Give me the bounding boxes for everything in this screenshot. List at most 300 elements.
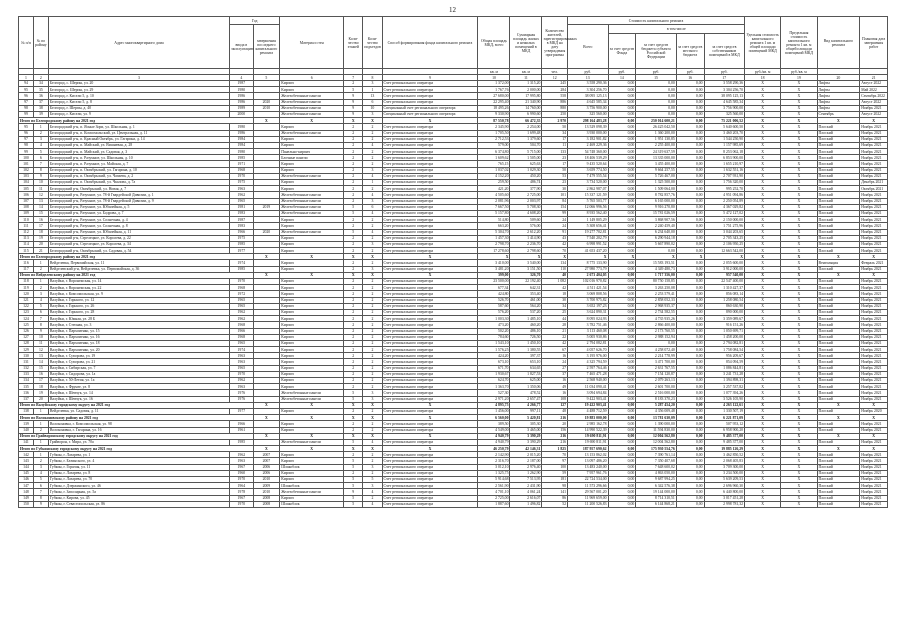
- table-cell: 22 192,40: [510, 279, 542, 285]
- table-cell: 0,00: [676, 260, 704, 266]
- table-cell: 0,00: [608, 235, 636, 241]
- table-cell: 4 511 421,54: [568, 285, 609, 291]
- table-cell: 5: [363, 477, 382, 483]
- summary-cell: 250 014 600,21: [636, 118, 677, 124]
- table-cell: 587,60: [478, 303, 510, 309]
- table-cell: 15: [33, 210, 48, 216]
- table-cell: 7 350 407,68: [636, 458, 677, 464]
- table-cell: X: [781, 359, 817, 365]
- table-cell: 18: [542, 291, 568, 297]
- summary-cell: X: [860, 402, 888, 408]
- table-cell: Кирпич: [280, 470, 344, 476]
- table-cell: Белгородский р-н, Разумное, ул. Юбилейная, д. 11: [48, 229, 229, 235]
- table-cell: Ноябрь 2021: [860, 210, 888, 216]
- summary-cell: X: [817, 272, 860, 278]
- table-cell: 527,30: [478, 390, 510, 396]
- table-cell: Ноябрь 2021: [860, 204, 888, 210]
- table-cell: X: [781, 155, 817, 161]
- summary-cell: X: [781, 402, 817, 408]
- table-cell: 3 540,00: [510, 260, 542, 266]
- table-cell: Счет регионального оператора: [382, 501, 478, 507]
- table-cell: 0,00: [608, 248, 636, 254]
- table-cell: Валуйки, г. Суворова, ул. 19: [48, 353, 229, 359]
- table-cell: Шлакоблок: [280, 464, 344, 470]
- table-cell: Кирпич: [280, 353, 344, 359]
- summary-cell: 399,00: [478, 272, 510, 278]
- table-cell: 2: [363, 136, 382, 142]
- page-number: 12: [449, 6, 456, 14]
- table-cell: 2 968 935,37: [636, 303, 677, 309]
- table-cell: 0,00: [676, 297, 704, 303]
- table-cell: Кирпич: [280, 87, 344, 93]
- table-cell: 16: [33, 371, 48, 377]
- column-number: 3: [48, 75, 229, 81]
- table-cell: X: [745, 142, 781, 148]
- table-cell: 1 315,20: [510, 81, 542, 87]
- table-cell: Счет регионального оператора: [382, 229, 478, 235]
- table-cell: Белгородский р-н, Разумное, ул. 78-й Гвардейской Дивизии, д. 9: [48, 198, 229, 204]
- summary-cell: X: [781, 446, 817, 452]
- table-cell: 0,00: [676, 167, 704, 173]
- column-number: 18: [745, 75, 781, 81]
- table-cell: Ноябрь 2021: [860, 198, 888, 204]
- table-cell: 19 690 811,91: [568, 439, 609, 445]
- unit-m2: кв. м: [510, 69, 542, 75]
- table-cell: 122: [19, 303, 34, 309]
- table-cell: 8: [33, 322, 48, 328]
- table-cell: 150: [19, 501, 34, 507]
- table-cell: 0,00: [676, 477, 704, 483]
- table-cell: 4 608,20: [510, 210, 542, 216]
- table-cell: X: [745, 303, 781, 309]
- table-cell: 22 724 534,00: [568, 477, 609, 483]
- table-cell: Ноябрь 2021: [860, 353, 888, 359]
- table-cell: 2: [344, 297, 363, 303]
- table-cell: X: [781, 241, 817, 247]
- table-cell: 2: [363, 365, 382, 371]
- table-cell: 1968: [230, 285, 253, 291]
- table-cell: Белгород, г. Кисели 5, д. 8: [48, 99, 229, 105]
- table-cell: 0,00: [608, 161, 636, 167]
- unit-rub: руб.: [636, 69, 677, 75]
- table-cell: 1962: [230, 452, 253, 458]
- table-cell: 99: [19, 111, 34, 117]
- table-cell: X: [781, 99, 817, 105]
- table-cell: 4: [363, 142, 382, 148]
- table-cell: Специальный счет регионального оператора: [382, 111, 478, 117]
- table-cell: 134: [542, 260, 568, 266]
- table-cell: 106: [19, 192, 34, 198]
- table-cell: 1 509 064,00: [636, 186, 677, 192]
- table-cell: Валуйки, г. Пархоменко, ул. 15: [48, 328, 229, 334]
- table-cell: Валуйки, г. Шевчук, ул. 16: [48, 396, 229, 402]
- table-cell: 2: [33, 458, 48, 464]
- table-cell: Валуйки, г. Сидорова, ул. 1а: [48, 371, 229, 377]
- table-cell: 504,70: [510, 142, 542, 148]
- summary-cell: X: [745, 272, 781, 278]
- table-cell: Шлакоблок: [280, 483, 344, 489]
- table-cell: 2 187,00: [510, 458, 542, 464]
- table-cell: 1970: [230, 279, 253, 285]
- table-cell: 2 734 582,55: [636, 309, 677, 315]
- table-cell: 2: [344, 347, 363, 353]
- table-cell: 4 863 050,00: [636, 470, 677, 476]
- table-cell: Ноябрь 2021: [860, 155, 888, 161]
- table-cell: 9: [344, 111, 363, 117]
- table-cell: 9: [344, 99, 363, 105]
- table-cell: 0,00: [676, 149, 704, 155]
- table-cell: Плоский: [817, 390, 860, 396]
- table-cell: 1 390 000,00: [636, 421, 677, 427]
- table-cell: 2: [344, 452, 363, 458]
- summary-cell: 19 885 126,29: [704, 446, 745, 452]
- table-cell: 1 496,82: [510, 501, 542, 507]
- table-cell: Август 2022: [860, 111, 888, 117]
- table-cell: Ноябрь 2021: [860, 470, 888, 476]
- summary-cell: 957 540,00: [704, 272, 745, 278]
- table-cell: 19 144 000,00: [636, 489, 677, 495]
- table-cell: Ноябрь 2021: [860, 291, 888, 297]
- summary-cell: X: [781, 433, 817, 439]
- table-cell: 34: [33, 81, 48, 87]
- table-cell: 1 325,75: [478, 470, 510, 476]
- table-cell: Плоский: [817, 322, 860, 328]
- table-cell: X: [781, 167, 817, 173]
- table-cell: 3: [363, 483, 382, 489]
- summary-cell: 4 940,79: [478, 433, 510, 439]
- table-cell: X: [745, 501, 781, 507]
- table-cell: 1 086 844,81: [704, 365, 745, 371]
- table-cell: Кирпич: [280, 421, 344, 427]
- table-cell: 5: [344, 390, 363, 396]
- summary-cell: X: [363, 272, 382, 278]
- table-cell: 854 094,59: [704, 359, 745, 365]
- table-cell: 23: [542, 155, 568, 161]
- table-cell: 1965: [230, 365, 253, 371]
- table-cell: 997,11: [510, 408, 542, 414]
- table-cell: X: [745, 229, 781, 235]
- table-cell: 29 567 001,20: [568, 489, 609, 495]
- table-cell: 1 330 507,19: [704, 408, 745, 414]
- table-cell: 9 485 377,00: [704, 439, 745, 445]
- table-cell: X: [745, 167, 781, 173]
- table-cell: Плоский: [817, 279, 860, 285]
- table-cell: 109: [19, 210, 34, 216]
- table-cell: 2 971,20: [478, 396, 510, 402]
- table-cell: 125: [19, 322, 34, 328]
- table-cell: Валуйки, г. Горького, ул. 12: [48, 297, 229, 303]
- table-cell: 0,00: [676, 210, 704, 216]
- table-cell: Плоский: [817, 353, 860, 359]
- table-cell: Белгородский р-н, п. Ясные Зори, ул. Школьная, д. 1: [48, 124, 229, 130]
- table-cell: Счет регионального оператора: [382, 285, 478, 291]
- table-cell: 0,00: [636, 111, 677, 117]
- table-cell: Белгородский р-н, Октябрьский, ул. Садовая, д. 54: [48, 248, 229, 254]
- table-cell: 389,50: [478, 421, 510, 427]
- summary-cell: 19 690 811,91: [568, 433, 609, 439]
- summary-cell: X: [382, 254, 478, 260]
- table-cell: Ноябрь 2021: [860, 105, 888, 111]
- table-cell: 9 422 903,41: [568, 396, 609, 402]
- table-cell: 5: [33, 303, 48, 309]
- table-cell: Плоский: [817, 229, 860, 235]
- table-cell: 112: [19, 229, 34, 235]
- table-cell: 2 712,53: [478, 136, 510, 142]
- table-cell: 38 095 125,13: [568, 93, 609, 99]
- summary-cell: X: [781, 415, 817, 421]
- table-cell: Кирпич: [280, 297, 344, 303]
- table-cell: Счет регионального оператора: [382, 347, 478, 353]
- table-cell: 4 349 480,73: [636, 266, 677, 272]
- summary-cell: 0,00: [676, 272, 704, 278]
- table-cell: 30: [542, 297, 568, 303]
- table-cell: 1 655 210,97: [704, 161, 745, 167]
- table-cell: Кирпич: [280, 260, 344, 266]
- table-cell: X: [745, 452, 781, 458]
- table-cell: 8 183 370,23: [636, 396, 677, 402]
- table-cell: 2: [363, 260, 382, 266]
- summary-label: Итого по Вейделевскому району на 2021 год: [19, 272, 254, 278]
- table-cell: 0,00: [636, 81, 677, 87]
- table-cell: X: [781, 328, 817, 334]
- header-fund-method: Способ формирования фонда капитального ремонта: [382, 17, 478, 69]
- table-cell: X: [781, 427, 817, 433]
- table-cell: 2: [363, 297, 382, 303]
- table-cell: 1 082: [542, 279, 568, 285]
- table-cell: Ноябрь 2021: [860, 501, 888, 507]
- table-cell: 156: [542, 427, 568, 433]
- table-cell: 2: [363, 124, 382, 130]
- table-cell: 0,00: [676, 427, 704, 433]
- table-cell: Плоский: [817, 489, 860, 495]
- table-cell: Специальный счет регионального оператора: [382, 105, 478, 111]
- table-cell: 0,00: [608, 489, 636, 495]
- table-cell: 9 330,90: [478, 111, 510, 117]
- table-cell: 2020: [253, 99, 280, 105]
- table-cell: Белгородский р-н, п. Комсомольский, ул. Центральная, д. 11: [48, 130, 229, 136]
- table-cell: 2 798,60: [510, 248, 542, 254]
- summary-cell: 298 164 483,28: [568, 118, 609, 124]
- table-cell: 2 705 343,25: [704, 235, 745, 241]
- table-cell: 0,00: [676, 439, 704, 445]
- table-cell: X: [745, 378, 781, 384]
- table-cell: 2007: [253, 458, 280, 464]
- table-cell: X: [781, 192, 817, 198]
- table-cell: 38 095 125,13: [704, 93, 745, 99]
- table-cell: 3 017 451,28: [704, 495, 745, 501]
- table-cell: X: [781, 384, 817, 390]
- summary-cell: X: [344, 254, 363, 260]
- table-cell: X: [781, 489, 817, 495]
- table-cell: 1962: [230, 309, 253, 315]
- table-cell: 3 195 976,00: [568, 353, 609, 359]
- table-cell: X: [781, 285, 817, 291]
- table-cell: 0,00: [608, 303, 636, 309]
- table-cell: Губкин, г. Дзержинского, ул. 46: [48, 483, 229, 489]
- table-cell: 2 106 950,25: [704, 241, 745, 247]
- table-cell: 250: [542, 111, 568, 117]
- header-max-cost: Предельная стоимость капитального ремонта 1 кв. м общей площади помещений МКД: [781, 17, 817, 69]
- table-cell: Ноябрь 2021: [860, 130, 888, 136]
- table-cell: 2 015,20: [510, 452, 542, 458]
- table-cell: 0,00: [676, 142, 704, 148]
- table-cell: Плоский: [817, 142, 860, 148]
- table-cell: 1 758 084,54: [704, 347, 745, 353]
- table-cell: 143: [19, 458, 34, 464]
- table-cell: Плоский: [817, 303, 860, 309]
- table-cell: 1964: [230, 483, 253, 489]
- summary-cell: X: [636, 254, 677, 260]
- table-cell: 0,00: [676, 303, 704, 309]
- table-cell: 4 645 585,34: [568, 99, 609, 105]
- table-cell: 2 616,07: [510, 495, 542, 501]
- table-cell: 120: [19, 291, 34, 297]
- table-cell: X: [745, 87, 781, 93]
- table-cell: 3 930 000,00: [568, 130, 609, 136]
- table-cell: X: [745, 316, 781, 322]
- table-cell: Счет регионального оператора: [382, 136, 478, 142]
- table-cell: 860 630,90: [704, 303, 745, 309]
- table-cell: Плоский: [817, 217, 860, 223]
- column-number: 5: [253, 75, 280, 81]
- table-cell: 0,00: [608, 136, 636, 142]
- summary-cell: X: [253, 254, 280, 260]
- table-cell: 2: [344, 353, 363, 359]
- table-cell: 101: [19, 161, 34, 167]
- table-cell: 2 794 082,81: [704, 340, 745, 346]
- table-cell: 1981: [230, 204, 253, 210]
- table-cell: 3: [363, 167, 382, 173]
- table-cell: 2 240 459,40: [636, 223, 677, 229]
- table-cell: 116: [19, 260, 34, 266]
- table-cell: Счет регионального оператора: [382, 223, 478, 229]
- table-cell: 1 394 898,31: [704, 378, 745, 384]
- table-cell: 96: [19, 93, 34, 99]
- summary-cell: 6 221 871,09: [704, 415, 745, 421]
- table-cell: 1: [33, 421, 48, 427]
- table-cell: X: [781, 136, 817, 142]
- table-cell: 0,00: [608, 322, 636, 328]
- summary-cell: 2 673 404,05: [568, 272, 609, 278]
- table-cell: 1 379,60: [510, 136, 542, 142]
- table-cell: 5 304,70: [478, 229, 510, 235]
- table-cell: 514,80: [478, 217, 510, 223]
- table-cell: 325 560,00: [704, 111, 745, 117]
- table-cell: 6 958 900,20: [704, 427, 745, 433]
- table-cell: Счет регионального оператора: [382, 279, 478, 285]
- table-cell: X: [745, 322, 781, 328]
- table-cell: 1966: [230, 229, 253, 235]
- table-cell: Плоский: [817, 285, 860, 291]
- table-cell: Плоский: [817, 223, 860, 229]
- table-cell: 8: [33, 167, 48, 173]
- table-cell: 86: [542, 495, 568, 501]
- table-cell: X: [745, 248, 781, 254]
- table-cell: X: [745, 477, 781, 483]
- summary-cell: X: [817, 433, 860, 439]
- table-cell: X: [781, 204, 817, 210]
- table-cell: Белгородский р-н, Разумное, ул. Юбилейная, д. 5: [48, 204, 229, 210]
- table-cell: 1 544 250,90: [704, 136, 745, 142]
- table-cell: Железобетонные панели: [280, 198, 344, 204]
- table-cell: 26 425 042,50: [636, 124, 677, 130]
- table-cell: 2: [344, 248, 363, 254]
- table-cell: 1 029,30: [510, 167, 542, 173]
- table-cell: Белгородский р-н, п. Красный Октябрь, ул. Гагарина, д. 14: [48, 136, 229, 142]
- table-cell: 2 707 931,90: [704, 173, 745, 179]
- table-cell: X: [745, 359, 781, 365]
- table-cell: X: [781, 142, 817, 148]
- table-cell: 1 037,02: [478, 167, 510, 173]
- table-cell: X: [781, 217, 817, 223]
- table-cell: Ноябрь 2021: [860, 266, 888, 272]
- table-cell: 6 440 800,00: [704, 489, 745, 495]
- table-cell: 642,31: [510, 285, 542, 291]
- column-number: 4: [230, 75, 253, 81]
- table-cell: Железобетонные панели: [280, 192, 344, 198]
- table-cell: Волоконовка, г. Комсомольская, ул. 98: [48, 421, 229, 427]
- table-cell: 0,00: [608, 105, 636, 111]
- table-cell: 24: [542, 359, 568, 365]
- table-cell: 7: [33, 489, 48, 495]
- table-cell: X: [745, 99, 781, 105]
- table-cell: Железобетонные панели: [280, 396, 344, 402]
- table-cell: X: [745, 421, 781, 427]
- header-cost-local: за счет средств местного бюджета: [676, 34, 704, 69]
- table-cell: 0,00: [608, 81, 636, 87]
- table-cell: X: [781, 458, 817, 464]
- table-cell: Плоский: [817, 347, 860, 353]
- table-cell: Счет регионального оператора: [382, 316, 478, 322]
- table-cell: Белгородский р-н, п. Октябрьский, ул. Гагарина, д. 10: [48, 167, 229, 173]
- table-cell: 20: [542, 421, 568, 427]
- table-cell: 0,00: [608, 229, 636, 235]
- table-cell: Счет регионального оператора: [382, 130, 478, 136]
- table-cell: 3: [363, 241, 382, 247]
- table-cell: 2 254,00: [510, 124, 542, 130]
- table-cell: 956 209,67: [704, 353, 745, 359]
- table-cell: 104: [19, 180, 34, 186]
- table-cell: 3 234 500,00: [704, 470, 745, 476]
- table-cell: Плоский: [817, 439, 860, 445]
- table-cell: 2: [363, 149, 382, 155]
- table-cell: 1 699,48: [510, 130, 542, 136]
- table-cell: Плоский: [817, 328, 860, 334]
- column-number: 19: [781, 75, 817, 81]
- table-cell: Плоский: [817, 291, 860, 297]
- table-cell: 96: [19, 130, 34, 136]
- table-cell: Губкин, г. Лазарева, ул. 8: [48, 470, 229, 476]
- table-cell: 2 568 940,00: [568, 378, 609, 384]
- table-cell: Кирпич: [280, 217, 344, 223]
- table-cell: 126: [19, 328, 34, 334]
- table-cell: 105: [19, 186, 34, 192]
- table-cell: 4 061,24: [510, 489, 542, 495]
- table-cell: 0,00: [676, 93, 704, 99]
- table-cell: 0,00: [608, 427, 636, 433]
- summary-cell: 3 390,29: [510, 433, 542, 439]
- table-cell: Кирпич: [280, 309, 344, 315]
- unit-people: чел.: [542, 69, 568, 75]
- table-cell: Счет регионального оператора: [382, 458, 478, 464]
- table-cell: X: [745, 340, 781, 346]
- table-cell: X: [781, 495, 817, 501]
- summary-cell: X: [860, 415, 888, 421]
- table-cell: 97: [542, 458, 568, 464]
- table-cell: 8 714 310,51: [636, 495, 677, 501]
- table-cell: 0,00: [676, 316, 704, 322]
- table-cell: 4 057 626,70: [568, 347, 609, 353]
